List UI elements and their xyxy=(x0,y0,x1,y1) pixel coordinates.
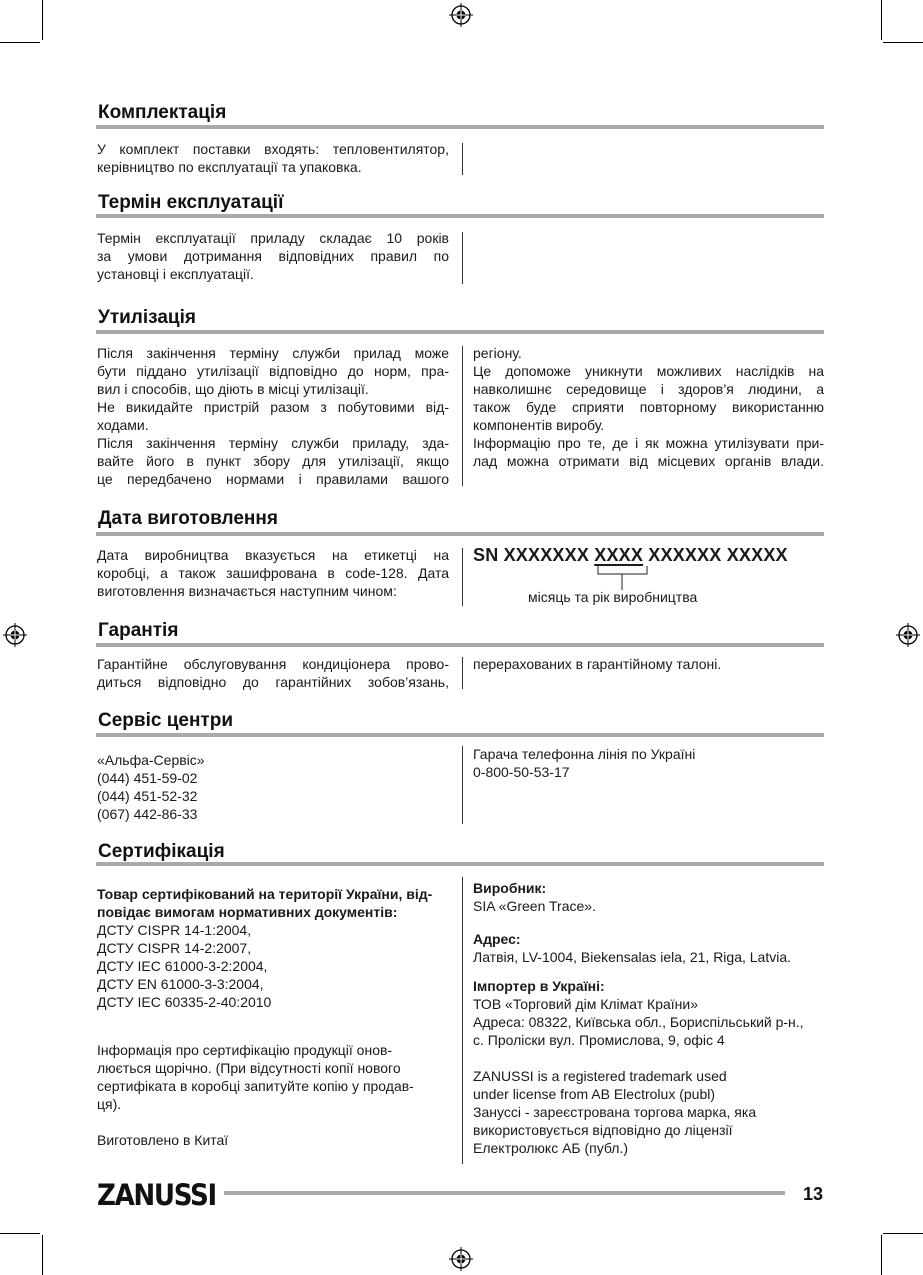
phone-number: (044) 451-52-32 xyxy=(97,788,198,804)
phone-number: (044) 451-59-02 xyxy=(97,770,198,786)
text-line: Не викидайте пристрій разом з побутовими від- xyxy=(97,399,449,415)
section-title-utylizatsiia: Утилізація xyxy=(98,307,196,328)
text-line: ця). xyxy=(97,1096,122,1112)
text-line: коробці, а також зашифрована в code-128. Дата xyxy=(97,565,449,581)
section-title-servis-tsentry: Сервіс центри xyxy=(98,710,234,731)
utyl-left-text xyxy=(97,344,449,488)
address-value: Латвія, LV-1004, Biekensalas iela, 21, Riga, Latvia. xyxy=(473,949,792,965)
text-line: Інформацію про те, де і як можна утилізувати при- xyxy=(473,435,824,451)
text-line: Інформація про сертифікацію продукції онов- xyxy=(97,1042,393,1058)
made-in-text: Виготовлено в Китаї xyxy=(97,1132,229,1148)
cert-intro-line: Товар сертифікований на території України, від- xyxy=(97,886,433,902)
standard-item: ДСТУ IEC 61000-3-2:2004, xyxy=(97,958,268,974)
text-line: регіону. xyxy=(473,345,522,361)
section-title-termin: Термін експлуатації xyxy=(98,192,284,213)
text-line: сертифіката в коробці запитуйте копію у продав- xyxy=(97,1078,414,1094)
crop-mark xyxy=(881,0,882,40)
registration-mark-icon xyxy=(449,1247,473,1271)
utyl-right-text xyxy=(473,344,824,470)
sn-caption: місяць та рік виробництва xyxy=(528,589,698,605)
sn-suffix: XXXXXX XXXXX xyxy=(643,545,788,565)
text-line: керівництво по експлуатації та упаковка. xyxy=(97,159,362,175)
registration-mark-icon xyxy=(3,623,27,647)
text-line: лад можна отримати від місцевих органів влади. xyxy=(473,453,824,469)
text-line: диться відповідно до гарантійних зобов’язань, xyxy=(97,674,449,690)
text-line: виготовлення визначається наступним чином: xyxy=(97,583,397,599)
column-divider xyxy=(462,548,463,606)
address-label: Адрес: xyxy=(473,931,521,947)
hotline-label: Гарача телефонна лінія по Україні xyxy=(473,746,696,762)
text-line: Дата виробництва вказується на етикетці на xyxy=(97,547,449,563)
hotline-number: 0-800-50-53-17 xyxy=(473,764,570,780)
section-rule xyxy=(96,214,824,218)
text-line: вил і способів, що діють в місці утилізації. xyxy=(97,381,369,397)
garant-right-text xyxy=(473,655,824,673)
column-divider xyxy=(462,746,463,824)
text-line: також буде сприяти повторному використанню xyxy=(473,399,824,415)
spacer xyxy=(97,1011,449,1041)
spacer xyxy=(473,915,824,930)
crop-mark xyxy=(883,1233,923,1234)
column-divider xyxy=(462,143,463,175)
komplekt-left-text xyxy=(97,140,449,176)
text-line: за умови дотримання відповідних правил по xyxy=(97,248,449,264)
text-line: компонентів виробу. xyxy=(473,417,605,433)
text-line: Гарантійне обслуговування кондиціонера прово- xyxy=(97,656,449,672)
section-rule xyxy=(96,532,824,536)
importer-line: ТОВ «Торговий дім Клімат Країни» xyxy=(473,996,698,1012)
trademark-line: Зануссі - зареєстрована торгова марка, яка xyxy=(473,1104,757,1120)
crop-mark xyxy=(883,42,923,43)
text-line: У комплект поставки входять: тепловентилятор, xyxy=(97,141,449,157)
servis-left-text xyxy=(97,751,449,823)
section-rule xyxy=(96,125,824,129)
text-line: установці і експлуатації. xyxy=(97,266,254,282)
sert-left-text xyxy=(97,885,449,1149)
standard-item: ДСТУ CISPR 14-1:2004, xyxy=(97,922,252,938)
column-divider xyxy=(462,232,463,284)
section-rule xyxy=(96,733,824,737)
crop-mark xyxy=(0,1233,40,1234)
standard-item: ДСТУ IEC 60335-2-40:2010 xyxy=(97,994,272,1010)
trademark-line: ZANUSSI is a registered trademark used xyxy=(473,1068,727,1084)
sn-date-code: XXXX xyxy=(594,545,644,565)
registration-mark-icon xyxy=(896,623,920,647)
trademark-line: Електролюкс АБ (публ.) xyxy=(473,1140,629,1156)
service-center-name: «Альфа-Сервіс» xyxy=(97,752,205,768)
text-line: Термін експлуатації приладу складає 10 років xyxy=(97,230,449,246)
cert-intro-line: повідає вимогам нормативних документів: xyxy=(97,904,398,920)
maker-value: SIA «Green Trace». xyxy=(473,898,596,914)
text-line: Після закінчення терміну служби прилад може xyxy=(97,345,449,361)
page-number: 13 xyxy=(803,1184,824,1204)
trademark-line: under license from AB Electrolux (publ) xyxy=(473,1086,715,1102)
importer-label: Імпортер в Україні: xyxy=(473,978,605,994)
trademark-line: використовується відповідно до ліцензії xyxy=(473,1122,733,1138)
text-line: люється щорічно. (При відсутності копії нового xyxy=(97,1060,401,1076)
garant-left-text xyxy=(97,655,449,691)
column-divider xyxy=(462,346,463,486)
text-line: Після закінчення терміну служби приладу, зда- xyxy=(97,435,449,451)
footer-rule xyxy=(224,1191,785,1195)
section-title-data-vyhotovlennia: Дата виготовлення xyxy=(98,508,278,529)
column-divider xyxy=(462,877,463,1164)
text-line: вайте його в пункт збору для утилізації, якщо xyxy=(97,453,449,469)
section-rule xyxy=(96,330,824,334)
standard-item: ДСТУ EN 61000-3-3:2004, xyxy=(97,976,264,992)
section-rule xyxy=(96,862,824,866)
section-title-harantiia: Гарантія xyxy=(98,620,179,641)
section-rule xyxy=(96,643,824,647)
text-line: навколишнє середовище і здоров’я людини, а xyxy=(473,381,824,397)
text-line: бути піддано утилізації відповідно до норм, пра- xyxy=(97,363,449,379)
standard-item: ДСТУ CISPR 14-2:2007, xyxy=(97,940,252,956)
phone-number: (067) 442-86-33 xyxy=(97,806,198,822)
text-line: це передбачено нормами і правилами вашого xyxy=(97,471,449,487)
brand-logo: ZANUSSI xyxy=(97,1178,216,1212)
column-divider xyxy=(462,657,463,689)
importer-line: с. Проліски вул. Промислова, 9, офіс 4 xyxy=(473,1032,725,1048)
text-line: ходами. xyxy=(97,417,149,433)
crop-mark xyxy=(42,0,43,40)
registration-mark-icon xyxy=(449,3,473,27)
serial-number-format xyxy=(473,545,788,566)
section-title-komplektatsiia: Комплектація xyxy=(98,102,227,123)
servis-right-text xyxy=(473,745,824,781)
spacer xyxy=(473,966,824,977)
spacer xyxy=(473,1049,824,1067)
termin-left-text xyxy=(97,229,449,283)
sn-prefix: SN XXXXXXX xyxy=(473,545,595,565)
sert-right-text xyxy=(473,879,824,1157)
maker-label: Виробник: xyxy=(473,880,547,896)
crop-mark xyxy=(0,42,40,43)
text-line: перерахованих в гарантійному талоні. xyxy=(473,656,722,672)
spacer xyxy=(97,1113,449,1131)
crop-mark xyxy=(881,1235,882,1275)
section-title-sertyfikatsiia: Сертифікація xyxy=(98,841,225,862)
text-line: Це допоможе уникнути можливих наслідків на xyxy=(473,363,824,379)
crop-mark xyxy=(42,1235,43,1275)
importer-line: Адреса: 08322, Київська обл., Бориспільський р-н., xyxy=(473,1014,804,1030)
data-left-text xyxy=(97,546,449,600)
